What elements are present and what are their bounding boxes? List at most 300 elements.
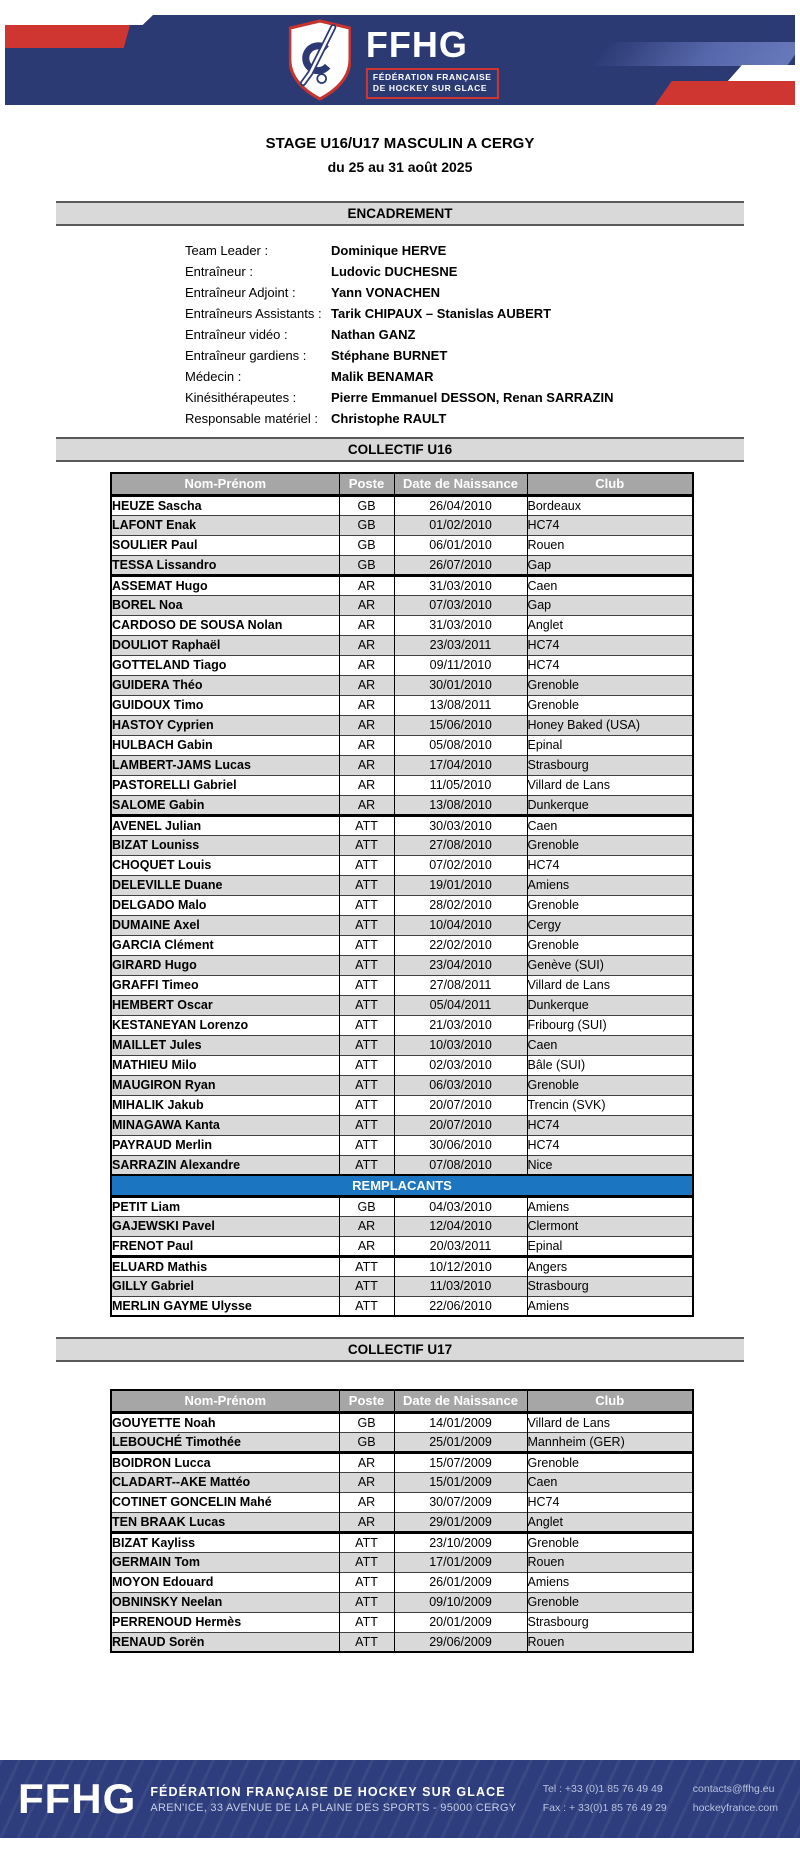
- player-club: Amiens: [527, 1196, 693, 1216]
- player-name: DOULIOT Raphaël: [111, 635, 339, 655]
- player-dob: 09/11/2010: [394, 655, 527, 675]
- player-name: GOUYETTE Noah: [111, 1412, 339, 1432]
- roster-table-u17-container: [110, 1389, 692, 1653]
- player-row: [111, 1135, 693, 1155]
- player-name: LEBOUCHÉ Timothée: [111, 1432, 339, 1452]
- player-dob: 10/03/2010: [394, 1035, 527, 1055]
- player-poste: ATT: [339, 1115, 394, 1135]
- player-row: [111, 495, 693, 515]
- player-club: HC74: [527, 515, 693, 535]
- player-club: Epinal: [527, 1236, 693, 1256]
- player-row: [111, 1552, 693, 1572]
- player-row: [111, 1095, 693, 1115]
- player-poste: ATT: [339, 955, 394, 975]
- player-club: Grenoble: [527, 1075, 693, 1095]
- player-poste: ATT: [339, 835, 394, 855]
- staff-role-label: Responsable matériel :: [185, 411, 318, 426]
- player-club: Strasbourg: [527, 755, 693, 775]
- player-dob: 27/08/2011: [394, 975, 527, 995]
- ffhg-subtitle-box: [366, 68, 499, 99]
- player-poste: ATT: [339, 975, 394, 995]
- player-club: Amiens: [527, 1296, 693, 1316]
- player-row: [111, 1296, 693, 1316]
- column-header: Poste: [339, 1390, 394, 1412]
- player-row: [111, 1236, 693, 1256]
- player-dob: 30/03/2010: [394, 815, 527, 835]
- ffhg-shield-icon: [289, 19, 351, 101]
- staff-row: [185, 366, 800, 387]
- table-header-row: [111, 473, 693, 495]
- player-dob: 20/07/2010: [394, 1095, 527, 1115]
- player-row: [111, 1532, 693, 1552]
- player-row: [111, 575, 693, 595]
- player-name: TEN BRAAK Lucas: [111, 1512, 339, 1532]
- staff-role-label: Team Leader :: [185, 243, 269, 258]
- staff-row: [185, 408, 800, 429]
- footer-contact-block: [543, 1780, 667, 1818]
- player-row: [111, 755, 693, 775]
- player-poste: ATT: [339, 1532, 394, 1552]
- player-poste: ATT: [339, 1256, 394, 1276]
- player-name: ELUARD Mathis: [111, 1256, 339, 1276]
- player-club: Rouen: [527, 1632, 693, 1652]
- remplacants-banner: [111, 1175, 693, 1196]
- player-club: Rouen: [527, 535, 693, 555]
- player-name: ASSEMAT Hugo: [111, 575, 339, 595]
- player-name: HEUZE Sascha: [111, 495, 339, 515]
- player-club: Gap: [527, 595, 693, 615]
- player-name: AVENEL Julian: [111, 815, 339, 835]
- player-club: Caen: [527, 1035, 693, 1055]
- section-heading-collectif-u17: COLLECTIF U17: [56, 1337, 744, 1362]
- player-name: LAFONT Enak: [111, 515, 339, 535]
- player-poste: ATT: [339, 815, 394, 835]
- player-dob: 09/10/2009: [394, 1592, 527, 1612]
- staff-row: [185, 282, 800, 303]
- player-poste: AR: [339, 1512, 394, 1532]
- player-row: [111, 515, 693, 535]
- player-club: HC74: [527, 655, 693, 675]
- player-dob: 28/02/2010: [394, 895, 527, 915]
- player-name: GOTTELAND Tiago: [111, 655, 339, 675]
- player-dob: 31/03/2010: [394, 615, 527, 635]
- player-row: [111, 1035, 693, 1055]
- ffhg-acronym: FFHG: [365, 24, 468, 65]
- player-row: [111, 1155, 693, 1175]
- player-poste: ATT: [339, 1592, 394, 1612]
- staff-row: [185, 261, 800, 282]
- player-row: [111, 615, 693, 635]
- player-row: [111, 995, 693, 1015]
- player-club: Strasbourg: [527, 1612, 693, 1632]
- staff-person-name: Tarik CHIPAUX – Stanislas AUBERT: [331, 306, 552, 321]
- footer-org-name: FÉDÉRATION FRANÇAISE DE HOCKEY SUR GLACE: [150, 1784, 506, 1799]
- player-dob: 27/08/2010: [394, 835, 527, 855]
- player-club: Rouen: [527, 1552, 693, 1572]
- player-poste: AR: [339, 1472, 394, 1492]
- player-poste: AR: [339, 795, 394, 815]
- player-name: BOIDRON Lucca: [111, 1452, 339, 1472]
- player-poste: ATT: [339, 1135, 394, 1155]
- player-club: Dunkerque: [527, 995, 693, 1015]
- player-club: Amiens: [527, 875, 693, 895]
- player-club: Villard de Lans: [527, 975, 693, 995]
- player-dob: 15/01/2009: [394, 1472, 527, 1492]
- player-club: Clermont: [527, 1216, 693, 1236]
- player-dob: 25/01/2009: [394, 1432, 527, 1452]
- player-poste: AR: [339, 635, 394, 655]
- player-dob: 30/07/2009: [394, 1492, 527, 1512]
- player-row: [111, 935, 693, 955]
- player-row: [111, 675, 693, 695]
- player-poste: ATT: [339, 1632, 394, 1652]
- ffhg-logo-text: [365, 24, 499, 99]
- player-poste: GB: [339, 1412, 394, 1432]
- document-title: [0, 135, 800, 175]
- staff-role-label: Entraîneur gardiens :: [185, 348, 307, 363]
- player-name: CHOQUET Louis: [111, 855, 339, 875]
- player-row: [111, 1512, 693, 1532]
- player-row: [111, 1256, 693, 1276]
- player-poste: ATT: [339, 1296, 394, 1316]
- banner-blue-sheen: [592, 42, 795, 66]
- player-name: BIZAT Kayliss: [111, 1532, 339, 1552]
- player-row: [111, 635, 693, 655]
- player-row: [111, 535, 693, 555]
- staff-row: [185, 387, 800, 408]
- player-name: MAUGIRON Ryan: [111, 1075, 339, 1095]
- footer-tel: Tel : +33 (0)1 85 76 49 49: [542, 1783, 663, 1796]
- player-poste: ATT: [339, 935, 394, 955]
- player-poste: GB: [339, 555, 394, 575]
- player-poste: ATT: [339, 895, 394, 915]
- title-line1: STAGE U16/U17 MASCULIN A CERGY: [265, 135, 535, 152]
- player-dob: 07/03/2010: [394, 595, 527, 615]
- roster-table: [110, 472, 694, 1317]
- player-club: Grenoble: [527, 935, 693, 955]
- player-dob: 13/08/2010: [394, 795, 527, 815]
- player-poste: ATT: [339, 915, 394, 935]
- player-poste: AR: [339, 1236, 394, 1256]
- staff-person-name: Yann VONACHEN: [331, 285, 441, 300]
- player-name: TESSA Lissandro: [111, 555, 339, 575]
- staff-row: [185, 240, 800, 261]
- player-row: [111, 1632, 693, 1652]
- player-poste: AR: [339, 595, 394, 615]
- staff-list: [185, 240, 800, 429]
- player-name: MERLIN GAYME Ulysse: [111, 1296, 339, 1316]
- staff-row: [185, 303, 800, 324]
- player-dob: 01/02/2010: [394, 515, 527, 535]
- staff-person-name: Pierre Emmanuel DESSON, Renan SARRAZIN: [331, 390, 614, 405]
- banner-white-band: [727, 65, 795, 82]
- player-name: GILLY Gabriel: [111, 1276, 339, 1296]
- ffhg-logo: [289, 15, 499, 105]
- player-row: [111, 1015, 693, 1035]
- player-dob: 31/03/2010: [394, 575, 527, 595]
- player-dob: 17/04/2010: [394, 755, 527, 775]
- player-poste: AR: [339, 695, 394, 715]
- column-header: Club: [527, 1390, 693, 1412]
- player-club: Fribourg (SUI): [527, 1015, 693, 1035]
- player-club: Grenoble: [527, 895, 693, 915]
- player-dob: 21/03/2010: [394, 1015, 527, 1035]
- player-club: Trencin (SVK): [527, 1095, 693, 1115]
- staff-person-name: Ludovic DUCHESNE: [331, 264, 458, 279]
- player-dob: 10/12/2010: [394, 1256, 527, 1276]
- player-poste: GB: [339, 1432, 394, 1452]
- player-name: DELGADO Malo: [111, 895, 339, 915]
- player-club: Genève (SUI): [527, 955, 693, 975]
- player-dob: 30/01/2010: [394, 675, 527, 695]
- player-row: [111, 975, 693, 995]
- player-club: Anglet: [527, 615, 693, 635]
- player-dob: 06/03/2010: [394, 1075, 527, 1095]
- player-dob: 15/07/2009: [394, 1452, 527, 1472]
- player-row: [111, 1412, 693, 1432]
- player-club: HC74: [527, 1135, 693, 1155]
- player-club: Epinal: [527, 735, 693, 755]
- player-poste: ATT: [339, 1055, 394, 1075]
- title-line2: du 25 au 31 août 2025: [327, 159, 473, 175]
- column-header: Poste: [339, 473, 394, 495]
- player-row: [111, 695, 693, 715]
- player-club: Caen: [527, 815, 693, 835]
- player-poste: AR: [339, 1452, 394, 1472]
- player-club: Villard de Lans: [527, 775, 693, 795]
- player-name: LAMBERT-JAMS Lucas: [111, 755, 339, 775]
- footer-org-block: [150, 1785, 516, 1814]
- player-name: GIRARD Hugo: [111, 955, 339, 975]
- player-name: MIHALIK Jakub: [111, 1095, 339, 1115]
- player-name: COTINET GONCELIN Mahé: [111, 1492, 339, 1512]
- player-row: [111, 835, 693, 855]
- player-poste: ATT: [339, 1015, 394, 1035]
- player-club: Angers: [527, 1256, 693, 1276]
- section-heading-collectif-u16: COLLECTIF U16: [56, 437, 744, 462]
- player-club: Strasbourg: [527, 1276, 693, 1296]
- staff-row: [185, 324, 800, 345]
- staff-role-label: Entraîneur Adjoint :: [185, 285, 296, 300]
- player-name: MAILLET Jules: [111, 1035, 339, 1055]
- player-dob: 14/01/2009: [394, 1412, 527, 1432]
- player-row: [111, 775, 693, 795]
- player-poste: AR: [339, 615, 394, 635]
- player-club: Grenoble: [527, 1452, 693, 1472]
- player-name: GRAFFI Timeo: [111, 975, 339, 995]
- player-name: HASTOY Cyprien: [111, 715, 339, 735]
- player-dob: 11/03/2010: [394, 1276, 527, 1296]
- player-name: DELEVILLE Duane: [111, 875, 339, 895]
- staff-role-label: Entraîneur vidéo :: [185, 327, 288, 342]
- player-poste: AR: [339, 735, 394, 755]
- player-dob: 02/03/2010: [394, 1055, 527, 1075]
- player-dob: 20/07/2010: [394, 1115, 527, 1135]
- player-name: SARRAZIN Alexandre: [111, 1155, 339, 1175]
- column-header: Date de Naissance: [394, 1390, 527, 1412]
- column-header: Club: [527, 473, 693, 495]
- player-name: GARCIA Clément: [111, 935, 339, 955]
- player-dob: 26/04/2010: [394, 495, 527, 515]
- player-name: GUIDERA Théo: [111, 675, 339, 695]
- player-dob: 13/08/2011: [394, 695, 527, 715]
- player-poste: GB: [339, 535, 394, 555]
- player-poste: AR: [339, 775, 394, 795]
- player-name: PAYRAUD Merlin: [111, 1135, 339, 1155]
- player-name: OBNINSKY Neelan: [111, 1592, 339, 1612]
- player-row: [111, 1592, 693, 1612]
- player-row: [111, 1572, 693, 1592]
- staff-person-name: Nathan GANZ: [331, 327, 416, 342]
- roster-table-u16-container: [110, 472, 692, 1317]
- player-row: [111, 1075, 693, 1095]
- table-header-row: [111, 1390, 693, 1412]
- player-poste: ATT: [339, 1155, 394, 1175]
- player-dob: 23/03/2011: [394, 635, 527, 655]
- player-poste: AR: [339, 655, 394, 675]
- player-club: Villard de Lans: [527, 1412, 693, 1432]
- player-name: BOREL Noa: [111, 595, 339, 615]
- staff-person-name: Dominique HERVE: [331, 243, 447, 258]
- player-club: Gap: [527, 555, 693, 575]
- footer-website: hockeyfrance.com: [692, 1802, 778, 1814]
- player-name: FRENOT Paul: [111, 1236, 339, 1256]
- player-row: [111, 1472, 693, 1492]
- player-row: [111, 1055, 693, 1075]
- player-poste: ATT: [339, 1075, 394, 1095]
- section-heading-encadrement: ENCADREMENT: [56, 201, 744, 226]
- player-club: HC74: [527, 1492, 693, 1512]
- player-name: GUIDOUX Timo: [111, 695, 339, 715]
- player-dob: 17/01/2009: [394, 1552, 527, 1572]
- player-poste: ATT: [339, 1035, 394, 1055]
- roster-table: [110, 1389, 694, 1653]
- banner-top-left-notch: [5, 15, 153, 25]
- player-row: [111, 1612, 693, 1632]
- player-dob: 06/01/2010: [394, 535, 527, 555]
- player-dob: 20/03/2011: [394, 1236, 527, 1256]
- player-row: [111, 655, 693, 675]
- player-row: [111, 1196, 693, 1216]
- player-name: SOULIER Paul: [111, 535, 339, 555]
- player-row: [111, 715, 693, 735]
- player-name: GAJEWSKI Pavel: [111, 1216, 339, 1236]
- player-row: [111, 555, 693, 575]
- player-row: [111, 1492, 693, 1512]
- staff-role-label: Entraîneur :: [185, 264, 253, 279]
- player-dob: 26/01/2009: [394, 1572, 527, 1592]
- player-dob: 12/04/2010: [394, 1216, 527, 1236]
- player-dob: 07/08/2010: [394, 1155, 527, 1175]
- player-poste: ATT: [339, 1552, 394, 1572]
- header-banner: [5, 15, 795, 105]
- player-club: HC74: [527, 855, 693, 875]
- player-poste: ATT: [339, 855, 394, 875]
- player-dob: 15/06/2010: [394, 715, 527, 735]
- player-club: Grenoble: [527, 695, 693, 715]
- column-header: Date de Naissance: [394, 473, 527, 495]
- player-poste: AR: [339, 1492, 394, 1512]
- banner-red-band: [655, 81, 795, 105]
- player-poste: AR: [339, 675, 394, 695]
- banner-red-stripe: [5, 25, 130, 48]
- player-name: HEMBERT Oscar: [111, 995, 339, 1015]
- footer-links-block: [693, 1780, 778, 1818]
- player-club: Caen: [527, 575, 693, 595]
- staff-row: [185, 345, 800, 366]
- player-row: [111, 855, 693, 875]
- player-dob: 05/08/2010: [394, 735, 527, 755]
- player-name: RENAUD Sorën: [111, 1632, 339, 1652]
- player-dob: 07/02/2010: [394, 855, 527, 875]
- player-name: CARDOSO DE SOUSA Nolan: [111, 615, 339, 635]
- player-row: [111, 595, 693, 615]
- player-poste: AR: [339, 755, 394, 775]
- player-club: Caen: [527, 1472, 693, 1492]
- player-name: MOYON Edouard: [111, 1572, 339, 1592]
- player-name: SALOME Gabin: [111, 795, 339, 815]
- player-row: [111, 815, 693, 835]
- player-club: Bâle (SUI): [527, 1055, 693, 1075]
- player-club: Mannheim (GER): [527, 1432, 693, 1452]
- footer-banner: [0, 1760, 800, 1838]
- player-club: Grenoble: [527, 675, 693, 695]
- player-club: Honey Baked (USA): [527, 715, 693, 735]
- player-club: Nice: [527, 1155, 693, 1175]
- footer-fax: Fax : + 33(0)1 85 76 49 29: [542, 1802, 667, 1814]
- player-dob: 22/06/2010: [394, 1296, 527, 1316]
- player-poste: GB: [339, 1196, 394, 1216]
- player-poste: AR: [339, 575, 394, 595]
- player-row: [111, 955, 693, 975]
- player-club: Cergy: [527, 915, 693, 935]
- player-row: [111, 1452, 693, 1472]
- player-dob: 29/01/2009: [394, 1512, 527, 1532]
- player-row: [111, 915, 693, 935]
- player-poste: AR: [339, 715, 394, 735]
- player-row: [111, 875, 693, 895]
- player-poste: GB: [339, 515, 394, 535]
- player-dob: 23/10/2009: [394, 1532, 527, 1552]
- player-club: HC74: [527, 635, 693, 655]
- staff-person-name: Christophe RAULT: [331, 411, 447, 426]
- player-dob: 20/01/2009: [394, 1612, 527, 1632]
- player-row: [111, 795, 693, 815]
- player-name: CLADART--AKE Mattéo: [111, 1472, 339, 1492]
- player-row: [111, 1432, 693, 1452]
- player-dob: 23/04/2010: [394, 955, 527, 975]
- player-name: PASTORELLI Gabriel: [111, 775, 339, 795]
- column-header: Nom-Prénom: [111, 1390, 339, 1412]
- staff-person-name: Malik BENAMAR: [331, 369, 434, 384]
- player-dob: 05/04/2011: [394, 995, 527, 1015]
- player-row: [111, 735, 693, 755]
- column-header: Nom-Prénom: [111, 473, 339, 495]
- staff-role-label: Entraîneurs Assistants :: [185, 306, 322, 321]
- player-dob: 11/05/2010: [394, 775, 527, 795]
- player-dob: 30/06/2010: [394, 1135, 527, 1155]
- player-name: MINAGAWA Kanta: [111, 1115, 339, 1135]
- player-dob: 29/06/2009: [394, 1632, 527, 1652]
- player-name: BIZAT Louniss: [111, 835, 339, 855]
- player-club: Grenoble: [527, 835, 693, 855]
- staff-role-label: Médecin :: [185, 369, 242, 384]
- ffhg-subtitle-line1: FÉDÉRATION FRANÇAISE: [372, 72, 492, 82]
- player-poste: ATT: [339, 1095, 394, 1115]
- player-club: Grenoble: [527, 1532, 693, 1552]
- player-dob: 26/07/2010: [394, 555, 527, 575]
- player-row: [111, 1115, 693, 1135]
